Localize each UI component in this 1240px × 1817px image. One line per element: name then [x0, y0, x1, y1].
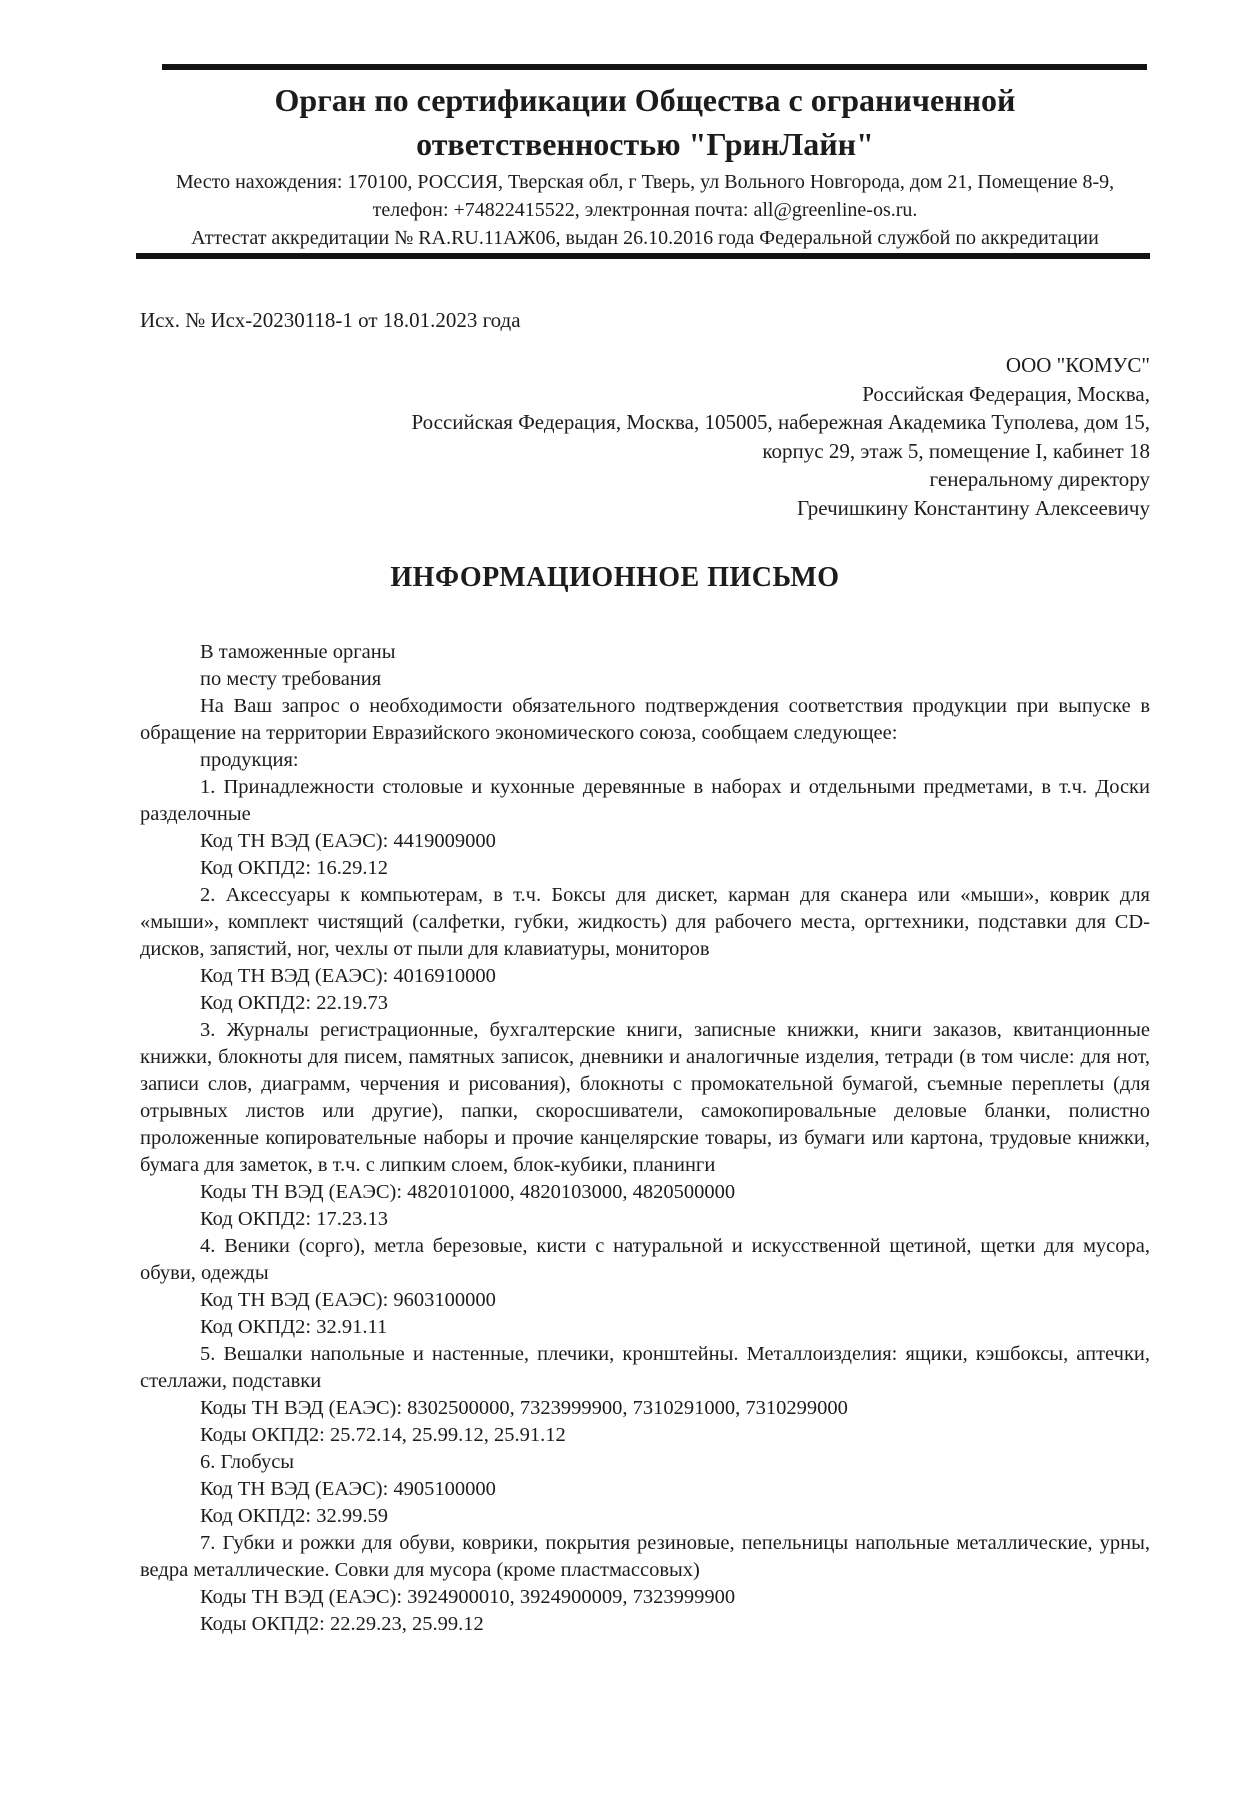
addressee-line-1: В таможенные органы — [200, 641, 396, 663]
item-tnved-code-line: Код ТН ВЭД (ЕАЭС): 9603100000 — [200, 1289, 496, 1311]
intro-paragraph: На Ваш запрос о необходимости обязательного подтверждения соответствия продукции при выпуске в обращение на территории Евразийского экономического союза, сообщаем следующее: — [140, 695, 1150, 744]
item-description: 5. Вешалки напольные и настенные, плечики, кронштейны. Металлоизделия: ящики, кэшбоксы, аптечки, стеллажи, подставки — [140, 1343, 1150, 1392]
product-item-3 — [140, 1017, 1150, 1233]
item-description: 7. Губки и рожки для обуви, коврики, покрытия резиновые, пепельницы напольные металлические, урны, ведра металлические. Совки для мусора (кроме пластмассовых) — [140, 1532, 1150, 1581]
letterhead — [140, 64, 1150, 259]
recipient-line-office: корпус 29, этаж 5, помещение I, кабинет 18 — [762, 438, 1150, 463]
recipient-line-country: Российская Федерация, Москва, — [862, 381, 1150, 406]
product-item-2 — [140, 882, 1150, 1017]
item-description: 1. Принадлежности столовые и кухонные деревянные в наборах и отдельными предметами, в т.ч. Доски разделочные — [140, 776, 1150, 825]
letter-body — [140, 639, 1150, 1638]
recipient-block — [140, 351, 1150, 522]
item-okpd2-code-line: Коды ОКПД2: 25.72.14, 25.99.12, 25.91.12 — [200, 1424, 566, 1446]
item-description: 6. Глобусы — [200, 1451, 295, 1473]
item-description: 2. Аксессуары к компьютерам, в т.ч. Боксы для дискет, карман для сканера или «мыши», коврик для «мыши», комплект чистящий (салфетки, губки, жидкость) для рабочего места, оргтехники, подставки для CD-дисков, запястий, ног, чехлы от пыли для клавиатуры, мониторов — [140, 884, 1150, 960]
document-content — [140, 64, 1150, 1638]
item-okpd2-code-line: Код ОКПД2: 32.99.59 — [200, 1505, 388, 1527]
org-title-line-1: Орган по сертификации Общества с ограниченной — [274, 82, 1016, 118]
recipient-line-person: Гречишкину Константину Алексеевичу — [796, 495, 1150, 520]
item-tnved-code-line: Код ТН ВЭД (ЕАЭС): 4419009000 — [200, 830, 496, 852]
products-label: продукция: — [200, 749, 299, 771]
recipient-line-address: Российская Федерация, Москва, 105005, набережная Академика Туполева, дом 15, — [411, 410, 1150, 434]
ref-number-line: Исх. № Исх-20230118-1 от 18.01.2023 года — [140, 308, 521, 332]
item-description: 3. Журналы регистрационные, бухгалтерские книги, записные книжки, книги заказов, квитанционные книжки, блокноты для писем, памятных записок, дневники и аналогичные изделия, тетради (в том числе: для нот, записи слов, диаграмм, черчения и рисования), блокноты с промокательной бумагой, съемные переплеты (для отрывных листов или другие), папки, скоросшиватели, самокопировальные деловые бланки, полистно проложенные копировательные наборы и прочие канцелярские товары, из бумаги или картона, трудовые книжки, бумага для заметок, в т.ч. с липким слоем, блок-кубики, планинги — [140, 1019, 1150, 1176]
letterhead-top-rule — [162, 64, 1147, 70]
product-item-6 — [140, 1449, 1150, 1530]
recipient-line-position: генеральному директору — [929, 467, 1150, 491]
item-tnved-code-line: Коды ТН ВЭД (ЕАЭС): 8302500000, 7323999900, 7310291000, 7310299000 — [200, 1397, 848, 1419]
item-okpd2-code-line: Код ОКПД2: 22.19.73 — [200, 992, 388, 1014]
product-item-4 — [140, 1233, 1150, 1341]
item-tnved-code-line: Коды ТН ВЭД (ЕАЭС): 3924900010, 3924900009, 7323999900 — [200, 1586, 736, 1608]
item-okpd2-code-line: Код ОКПД2: 16.29.12 — [200, 857, 388, 879]
product-item-5 — [140, 1341, 1150, 1449]
product-item-1 — [140, 774, 1150, 882]
item-okpd2-code-line: Код ОКПД2: 17.23.13 — [200, 1208, 388, 1230]
item-description: 4. Веники (сорго), метла березовые, кисти с натуральной и искусственной щетиной, щетки для мусора, обуви, одежды — [140, 1235, 1150, 1284]
letter-title: ИНФОРМАЦИОННОЕ ПИСЬМО — [390, 562, 840, 593]
item-okpd2-code-line: Код ОКПД2: 32.91.11 — [200, 1316, 388, 1338]
document-page — [0, 64, 1240, 1817]
item-tnved-code-line: Код ТН ВЭД (ЕАЭС): 4016910000 — [200, 965, 496, 987]
letterhead-address-line-1: Место нахождения: 170100, РОССИЯ, Тверская обл, г Тверь, ул Вольного Новгорода, дом 21, Помещение 8-9, — [175, 171, 1115, 193]
product-item-7 — [140, 1530, 1150, 1638]
org-title — [140, 78, 1150, 166]
letterhead-address-line-2: телефон: +74822415522, электронная почта: all@greenline-os.ru. — [372, 199, 918, 221]
item-tnved-code-line: Коды ТН ВЭД (ЕАЭС): 4820101000, 4820103000, 4820500000 — [200, 1181, 736, 1203]
org-title-line-2: ответственностью "ГринЛайн" — [416, 126, 874, 162]
letterhead-bottom-rule — [136, 253, 1150, 259]
item-okpd2-code-line: Коды ОКПД2: 22.29.23, 25.99.12 — [200, 1613, 484, 1635]
accreditation-line: Аттестат аккредитации № RA.RU.11АЖ06, выдан 26.10.2016 года Федеральной службой по аккредитации — [191, 227, 1099, 249]
item-tnved-code-line: Код ТН ВЭД (ЕАЭС): 4905100000 — [200, 1478, 496, 1500]
recipient-line-company: ООО "КОМУС" — [1005, 353, 1150, 377]
addressee-line-2: по месту требования — [200, 668, 382, 690]
